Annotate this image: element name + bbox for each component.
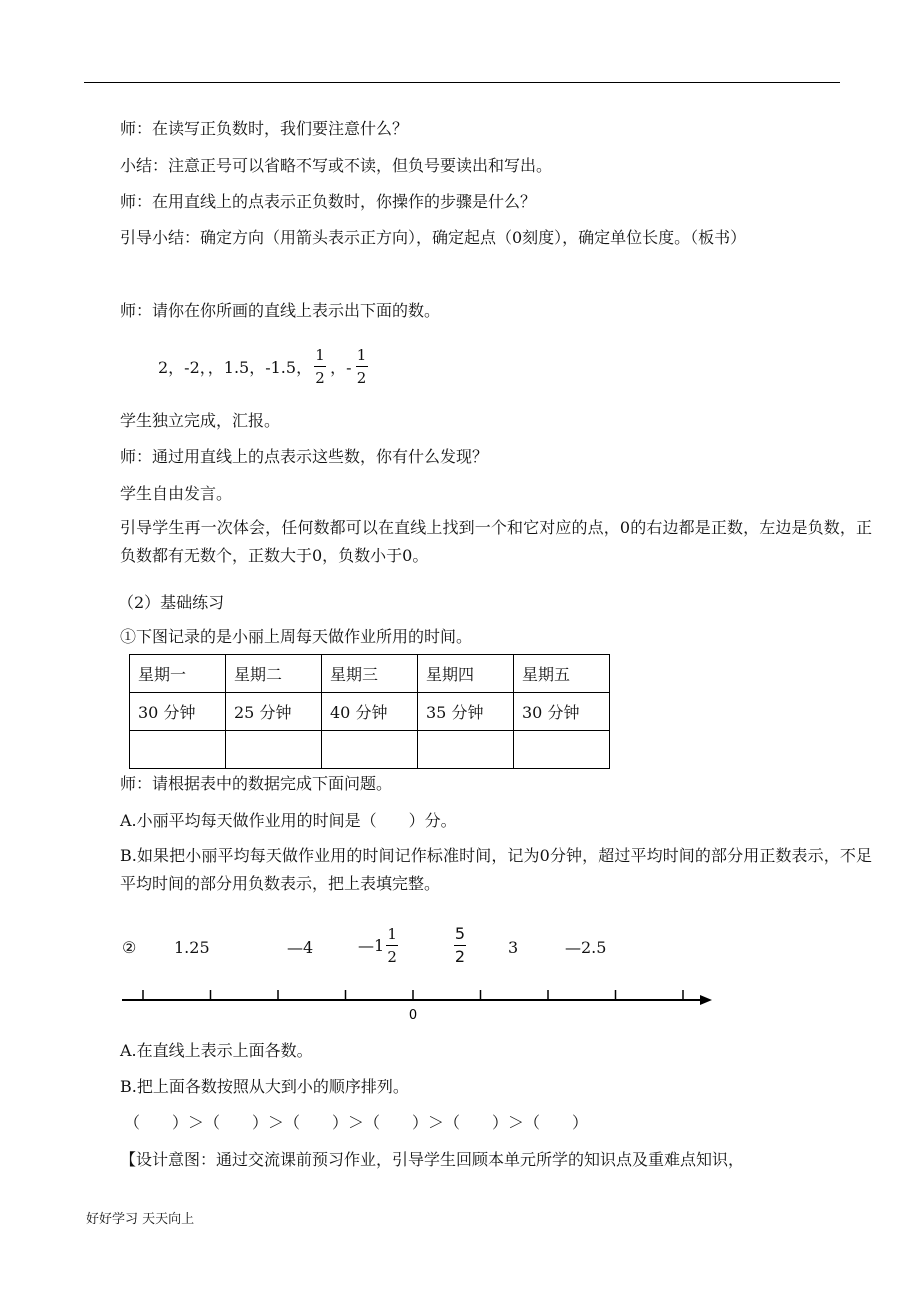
table-cell bbox=[226, 731, 322, 769]
table-cell: 30 分钟 bbox=[130, 693, 226, 731]
table-cell bbox=[130, 731, 226, 769]
paragraph: ①下图记录的是小丽上周每天做作业所用的时间。 bbox=[120, 627, 473, 646]
exercise-2-numbers bbox=[0, 926, 920, 974]
fraction-denominator: 2 bbox=[356, 368, 367, 387]
paragraph: 学生独立完成，汇报。 bbox=[120, 411, 281, 430]
exercise-marker: ② bbox=[122, 938, 137, 957]
header-rule bbox=[84, 82, 840, 83]
number-list-separator: ，- bbox=[330, 357, 352, 377]
table-cell: 40 分钟 bbox=[322, 693, 418, 731]
paragraph: 小结：注意正号可以省略不写或不读，但负号要读出和写出。 bbox=[120, 156, 553, 175]
table-cell: 星期三 bbox=[322, 655, 418, 693]
table-cell: 星期二 bbox=[226, 655, 322, 693]
table-row bbox=[130, 693, 610, 731]
table-cell: 30 分钟 bbox=[514, 693, 610, 731]
fraction-denominator: 2 bbox=[387, 948, 397, 966]
homework-time-table bbox=[129, 654, 610, 769]
fraction-denominator: 2 bbox=[315, 368, 325, 387]
number-line-zero-label: 0 bbox=[408, 1008, 418, 1023]
fraction-half bbox=[314, 346, 326, 387]
mixed-whole: —1 bbox=[358, 936, 385, 955]
paragraph: 师：在读写正负数时，我们要注意什么？ bbox=[120, 119, 409, 138]
fraction-numerator: 1 bbox=[356, 345, 367, 364]
paragraph: B.如果把小丽平均每天做作业用的时间记作标准时间，记为0分钟，超过平均时间的部分用正数表示，不足平均时间的部分用负数表示，把上表填完整。 bbox=[120, 846, 872, 893]
number-list-plain: 2，-2，，1.5，-1.5， bbox=[158, 357, 313, 377]
number-line-arrow bbox=[700, 995, 712, 1005]
fraction-bar bbox=[454, 945, 466, 946]
paragraph: 师：请根据表中的数据完成下面问题。 bbox=[120, 774, 393, 793]
number-list bbox=[158, 340, 370, 392]
number-item: 3 bbox=[508, 938, 519, 957]
table-row-blank bbox=[130, 731, 610, 769]
table-cell: 星期四 bbox=[418, 655, 514, 693]
section-heading: （2）基础练习 bbox=[118, 593, 225, 612]
fraction-five-halves bbox=[454, 925, 466, 966]
fraction-half bbox=[356, 346, 368, 387]
table-cell bbox=[418, 731, 514, 769]
table-cell: 星期五 bbox=[514, 655, 610, 693]
table-cell: 35 分钟 bbox=[418, 693, 514, 731]
number-item: —4 bbox=[287, 938, 314, 957]
fraction-numerator: 1 bbox=[387, 925, 397, 943]
paragraph: A.在直线上表示上面各数。 bbox=[120, 1041, 313, 1060]
number-item: 1.25 bbox=[174, 938, 210, 957]
paragraph: 师：通过用直线上的点表示这些数，你有什么发现？ bbox=[120, 447, 489, 466]
fraction-bar bbox=[356, 366, 368, 367]
table-cell bbox=[514, 731, 610, 769]
paragraph: 师：请你在你所画的直线上表示出下面的数。 bbox=[120, 301, 441, 320]
mixed-fraction bbox=[386, 925, 398, 966]
paragraph: 引导小结：确定方向（用箭头表示正方向），确定起点（0刻度），确定单位长度。（板书） bbox=[120, 228, 747, 247]
ordering-blanks: （ ）＞（ ）＞（ ）＞（ ）＞（ ）＞（ ） bbox=[124, 1113, 589, 1132]
fraction-numerator: 5 bbox=[454, 924, 466, 943]
paragraph: 师：在用直线上的点表示正负数时，你操作的步骤是什么？ bbox=[120, 192, 537, 211]
fraction-bar bbox=[314, 366, 326, 367]
table-cell: 25 分钟 bbox=[226, 693, 322, 731]
paragraph: A.小丽平均每天做作业用的时间是（ ）分。 bbox=[120, 811, 457, 830]
table-header-row bbox=[130, 655, 610, 693]
mixed-number bbox=[358, 925, 400, 966]
footer-slogan: 好好学习 天天向上 bbox=[86, 1212, 195, 1227]
paragraph: 学生自由发言。 bbox=[120, 484, 233, 503]
fraction-denominator: 2 bbox=[454, 947, 466, 966]
paragraph: 引导学生再一次体会，任何数都可以在直线上找到一个和它对应的点，0的右边都是正数，左边是负数，正负数都有无数个，正数大于0，负数小于0。 bbox=[120, 518, 872, 565]
paragraph: B.把上面各数按照从大到小的顺序排列。 bbox=[120, 1077, 409, 1096]
table-cell: 星期一 bbox=[130, 655, 226, 693]
fraction-bar bbox=[386, 945, 398, 946]
number-item: —2.5 bbox=[565, 938, 607, 957]
design-intent: 【设计意图：通过交流课前预习作业，引导学生回顾本单元所学的知识点及重难点知识， bbox=[120, 1150, 745, 1169]
number-line bbox=[120, 982, 720, 1026]
fraction-numerator: 1 bbox=[315, 345, 325, 364]
table-cell bbox=[322, 731, 418, 769]
